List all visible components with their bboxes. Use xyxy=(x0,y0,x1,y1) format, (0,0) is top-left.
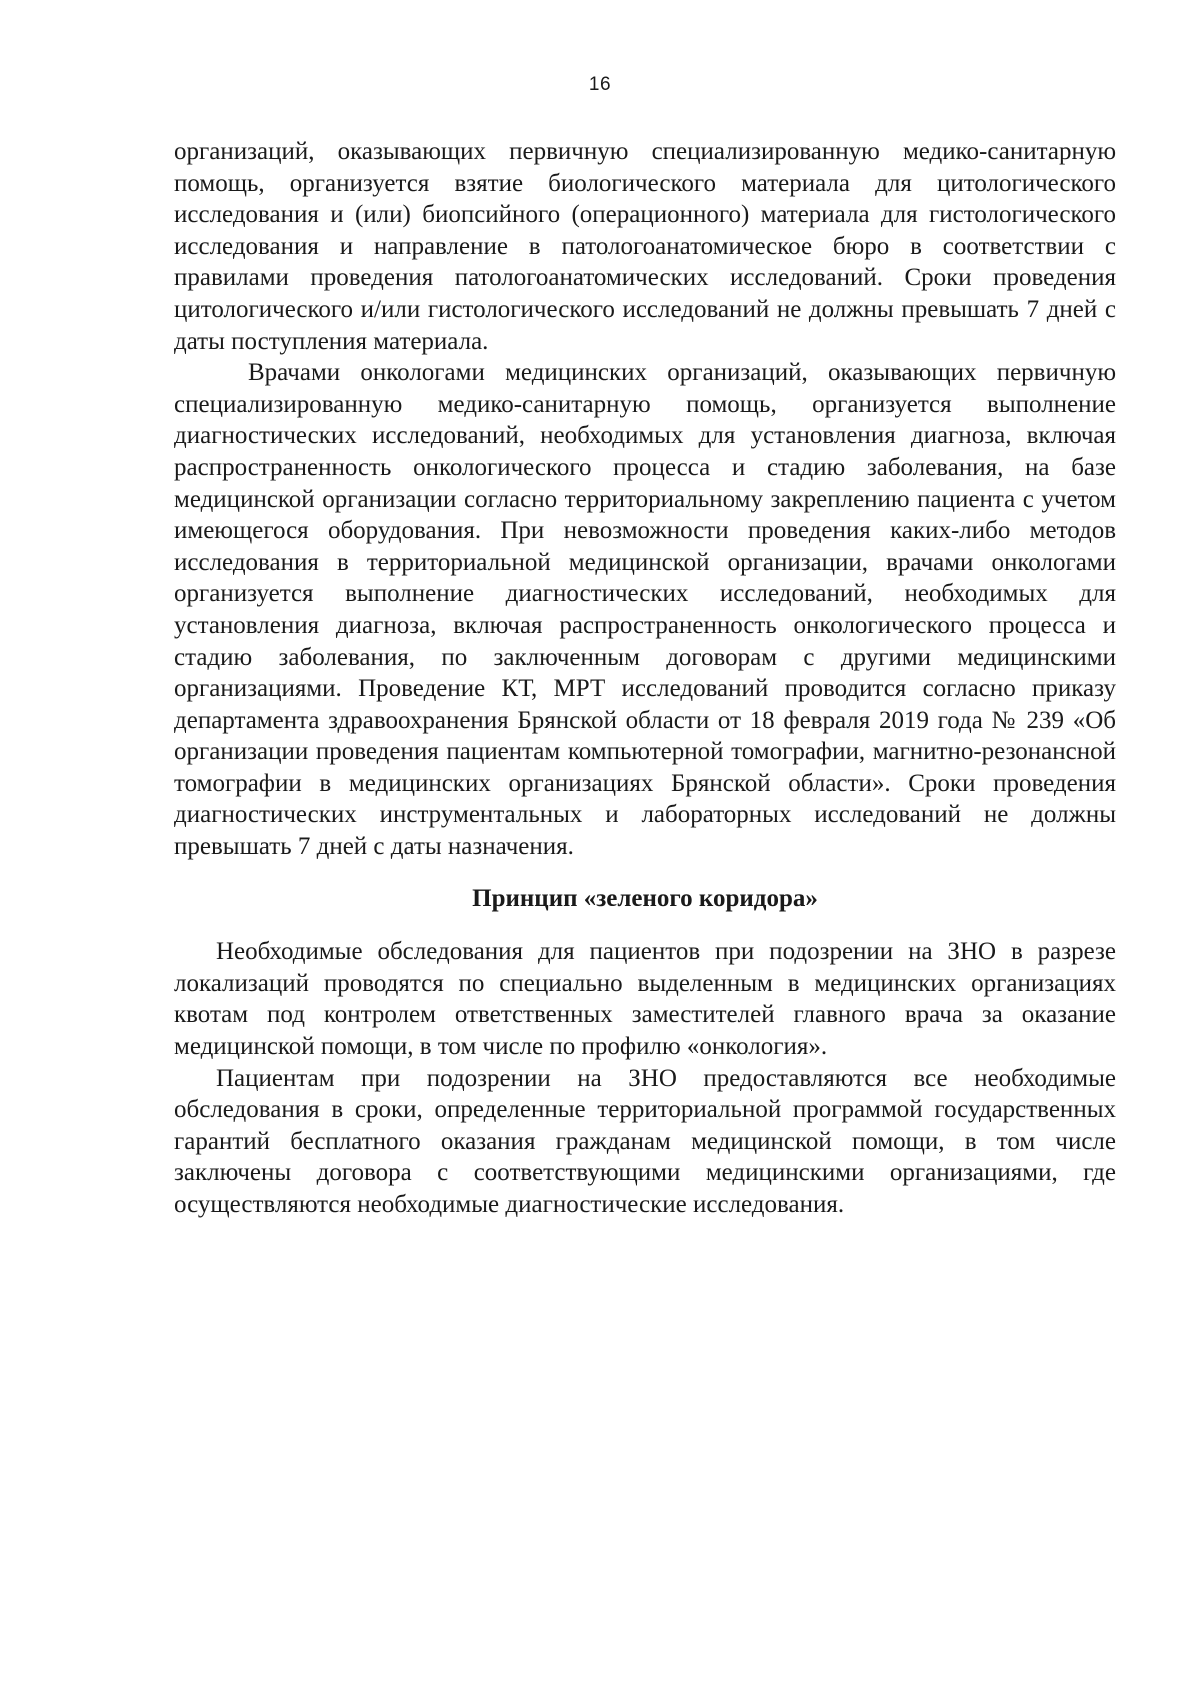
paragraph-oncologists-diagnostics: Врачами онкологами медицинских организаций, оказывающих первичную специализированную медико-санитарную помощь, организуется выполнение диагностических исследований, необходимых для установления диагноза, включая распространенность онкологического процесса и стадию заболевания, на базе медицинской организации согласно территориальному закреплению пациента с учетом имеющегося оборудования. При невозможности проведения каких-либо методов исследования в территориальной медицинской организации, врачами онкологами организуется выполнение диагностических исследований, необходимых для установления диагноза, включая распространенность онкологического процесса и стадию заболевания, по заключенным договорам с другими медицинскими организациями. Проведение КТ, МРТ исследований проводится согласно приказу департамента здравоохранения Брянской области от 18 февраля 2019 года № 239 «Об организации проведения пациентам компьютерной томографии, магнитно-резонансной томографии в медицинских организациях Брянской области». Сроки проведения диагностических инструментальных и лабораторных исследований не должны превышать 7 дней с даты назначения. xyxy=(174,359,1116,861)
paragraph-continuation: организаций, оказывающих первичную специализированную медико-санитарную помощь, организуется взятие биологического материала для цитологического исследования и (или) биопсийного (операционного) материала для гистологического исследования и направление в патологоанатомическое бюро в соответствии с правилами проведения патологоанатомических исследований. Сроки проведения цитологического и/или гистологического исследований не должны превышать 7 дней с даты поступления материала. xyxy=(174,138,1116,355)
section-heading: Принцип «зеленого коридора» xyxy=(472,884,818,912)
paragraph-examinations: Пациентам при подозрении на ЗНО предоставляются все необходимые обследования в сроки, определенные территориальной программой государственных гарантий бесплатного оказания гражданам медицинской помощи, в том числе заключены договора с соответствующими медицинскими организациями, где осуществляются необходимые диагностические исследования. xyxy=(174,1064,1116,1218)
page-number: 16 xyxy=(588,74,612,95)
document-body xyxy=(174,136,1116,1221)
paragraph-quotas: Необходимые обследования для пациентов при подозрении на ЗНО в разрезе локализаций проводятся по специально выделенным в медицинских организациях квотам под контролем ответственных заместителей главного врача за оказание медицинской помощи, в том числе по профилю «онкология». xyxy=(174,938,1116,1061)
